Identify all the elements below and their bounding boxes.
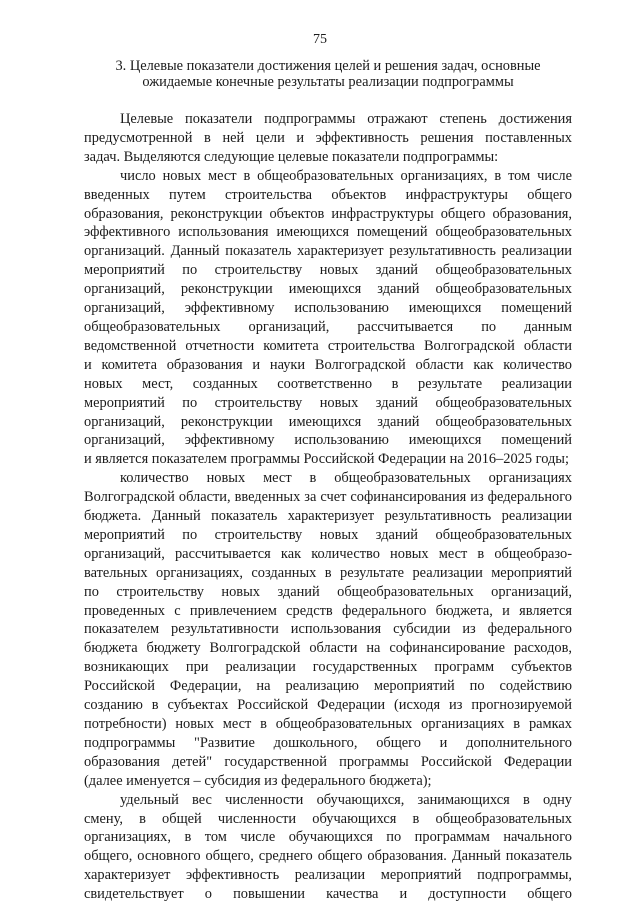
text-line: бюджета бюджету Волгоградской области на софинансирование расходов, xyxy=(84,640,572,657)
text-line: образования, реконструкции объектов инфраструктуры общего образования, xyxy=(84,205,572,222)
text-line: введенных путем строительства объектов инфраструктуры общего xyxy=(84,186,572,203)
document-body xyxy=(84,110,572,904)
text-line: Целевые показатели подпрограммы отражают степень достижения xyxy=(120,111,572,127)
section-heading xyxy=(96,58,560,90)
text-line: свидетельствует о повышении качества и доступности общего xyxy=(84,886,572,903)
text-line: мероприятий по строительству новых зданий общеобразовательных xyxy=(84,526,572,543)
text-line: потребности) новых мест в общеобразовательных организациях в рамках xyxy=(84,716,572,732)
text-line: мероприятий по строительству новых зданий общеобразовательных xyxy=(84,262,572,279)
text-line: по строительству новых зданий общеобразовательных организаций, xyxy=(84,583,572,600)
text-line: организаций, реконструкции имеющихся зданий общеобразовательных xyxy=(84,413,572,430)
paragraph xyxy=(84,110,572,167)
text-line: удельный вес численности обучающихся, занимающихся в одну xyxy=(120,791,572,808)
text-line: организаций. Данный показатель характеризует результативность реализации xyxy=(84,243,572,260)
text-line: новых мест, созданных соответственно в результате реализации xyxy=(84,375,572,392)
text-line: Волгоградской области, введенных за счет софинансирования из федерального xyxy=(84,489,572,506)
text-line: вательных организациях, созданных в результате реализации мероприятий xyxy=(84,564,572,581)
paragraph xyxy=(84,791,572,904)
text-line: число новых мест в общеобразовательных организациях, в том числе xyxy=(120,167,572,184)
heading-line: ожидаемые конечные результаты реализации подпрограммы xyxy=(142,74,514,90)
text-line: организаций, рассчитывается как количество новых мест в общеобразо- xyxy=(84,545,572,562)
text-line: бюджета. Данный показатель характеризует результативность реализации xyxy=(84,508,572,525)
text-line: количество новых мест в общеобразовательных организациях xyxy=(120,470,572,487)
text-line: ведомственной отчетности комитета строительства Волгоградской области xyxy=(84,337,572,354)
text-line: смену, в общей численности обучающихся в общеобразовательных xyxy=(84,810,572,827)
text-line: организаций, реконструкции имеющихся зданий общеобразовательных xyxy=(84,281,572,298)
text-line: и является показателем программы Российской Федерации на 2016–2025 годы; xyxy=(84,451,569,468)
text-line: организаций, эффективному использованию имеющихся помещений xyxy=(84,432,572,449)
text-line: Российской Федерации, на реализацию мероприятий по содействию xyxy=(84,678,572,695)
page-number: 75 xyxy=(313,32,327,47)
text-line: задач. Выделяются следующие целевые показатели подпрограммы: xyxy=(84,148,499,165)
text-line: общего, основного общего, среднего общего образования. Данный показатель xyxy=(84,848,572,865)
text-line: общеобразовательных организаций, рассчитывается по данным xyxy=(84,318,572,335)
paragraph xyxy=(84,167,572,470)
text-line: подпрограммы "Развитие дошкольного, общего и дополнительного xyxy=(84,734,572,751)
text-line: организациях, в том числе обучающихся по программам начального xyxy=(84,829,572,846)
text-line: предусмотренной в ней цели и эффективность решения поставленных xyxy=(84,129,572,146)
text-line: проведенных с привлечением средств федерального бюджета, и является xyxy=(84,602,572,619)
text-line: и комитета образования и науки Волгоградской области как количество xyxy=(84,356,572,373)
text-line: созданию в субъектах Российской Федерации (исходя из прогнозируемой xyxy=(84,697,572,714)
text-line: мероприятий по строительству новых зданий общеобразовательных xyxy=(84,394,572,411)
text-line: эффективного использования имеющихся помещений общеобразовательных xyxy=(84,224,572,241)
text-line: образования детей" государственной программы Российской Федерации xyxy=(84,753,572,770)
heading-line: 3. Целевые показатели достижения целей и решения задач, основные xyxy=(115,58,541,74)
text-line: характеризует эффективность реализации мероприятий подпрограммы, xyxy=(84,867,572,884)
text-line: возникающих при реализации государственных программ субъектов xyxy=(84,659,572,676)
text-line: организаций, эффективному использованию имеющихся помещений xyxy=(84,300,572,317)
text-line: показателем результативности использования субсидии из федерального xyxy=(84,621,572,638)
text-line: (далее именуется – субсидия из федерального бюджета); xyxy=(84,772,432,789)
paragraph xyxy=(84,469,572,790)
